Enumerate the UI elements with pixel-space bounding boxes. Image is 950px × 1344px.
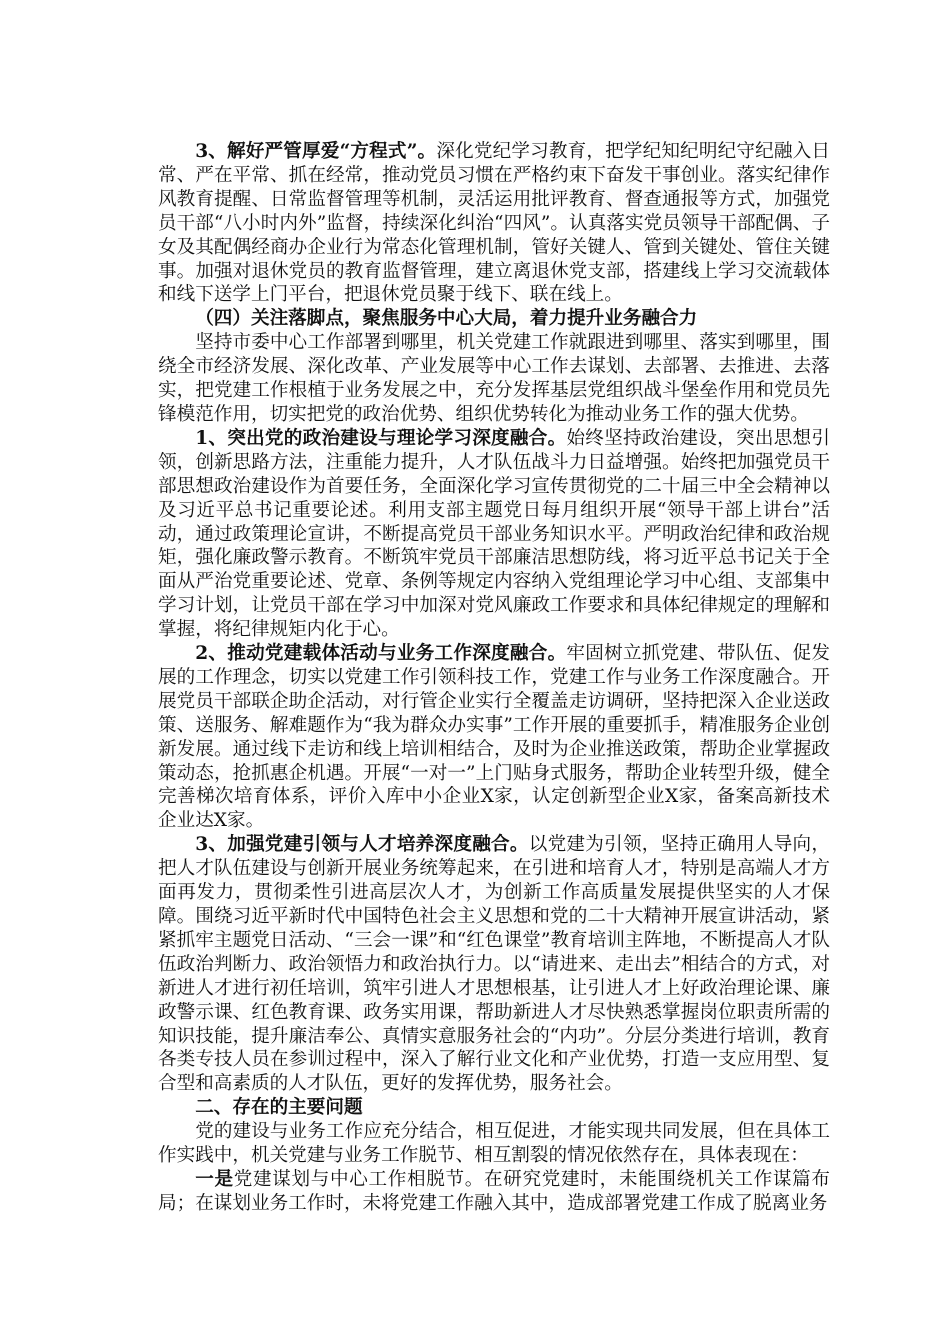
paragraph-lead: 3、解好严管厚爱“方程式”。 <box>195 141 437 162</box>
section-heading-four: （四）关注落脚点，聚焦服务中心大局，着力提升业务融合力 <box>195 308 698 330</box>
document-body <box>158 140 830 1216</box>
paragraph-text: 坚持市委中心工作部署到哪里，机关党建工作就跟进到哪里、落实到哪里，围绕全市经济发展、深化改革、产业发展等中心工作去谋划、去部署、去推进、去落实，把党建工作根植于业务发展之中，充分发挥基层党组织战斗堡垒作用和党员先锋模范作用，切实把党的政治优势、组织优势转化为推动业务工作的强大优势。 <box>158 332 830 425</box>
paragraph-text: 以党建为引领，坚持正确用人导向，把人才队伍建设与创新开展业务统筹起来，在引进和培育人才，特别是高端人才方面再发力，贯彻柔性引进高层次人才，为创新工作高质量发展提供坚实的人才保障。围绕习近平新时代中国特色社会主义思想和党的二十大精神开展宣讲活动，紧紧抓牢主题党日活动、“三会一课”和“红色课堂”教育培训主阵地，不断提高人才队伍政治判断力、政治领悟力和政治执行力。以“请进来、走出去”相结合的方式，对新进人才进行初任培训，筑牢引进人才思想根基，让引进人才上好政治理论课、廉政警示课、红色教育课、政务实用课，帮助新进人才尽快熟悉掌握岗位职责所需的知识技能，提升廉洁奉公、真情实意服务社会的“内功”。分层分类进行培训，教育各类专技人员在参训过程中，深入了解行业文化和产业优势，打造一支应用型、复合型和高素质的人才队伍，更好的发挥优势，服务社会。 <box>158 834 830 1095</box>
paragraph-talent-training <box>158 833 830 1096</box>
paragraph-text: 党的建设与业务工作应充分结合，相互促进，才能实现共同发展，但在具体工作实践中，机关党建与业务工作脱节、相互割裂的情况依然存在，具体表现在： <box>158 1121 830 1167</box>
paragraph-intro <box>158 331 830 427</box>
paragraph-lead: 一是 <box>195 1168 234 1190</box>
paragraph-carrier-activities <box>158 642 830 833</box>
paragraph-text: 始终坚持政治建设，突出思想引领，创新思路方法，注重能力提升，人才队伍战斗力日益增强。始终把加强党员干部思想政治建设作为首要任务，全面深化学习宣传贯彻党的二十届三中全会精神以及习近平总书记重要论述。利用支部主题党日每月组织开展“领导干部上讲台”活动，通过政策理论宣讲，不断提高党员干部业务知识水平。严明政治纪律和政治规矩，强化廉政警示教育。不断筑牢党员干部廉洁思想防线，将习近平总书记关于全面从严治党重要论述、党章、条例等规定内容纳入党组理论学习中心组、支部集中学习计划，让党员干部在学习中加深对党风廉政工作要求和具体纪律规定的理解和掌握，将纪律规矩内化于心。 <box>158 427 830 641</box>
paragraph-text: 党建谋划与中心工作相脱节。在研究党建时，未能围绕机关工作谋篇布局；在谋划业务工作时，未将党建工作融入其中，造成部署党建工作成了脱离业务 <box>158 1168 830 1214</box>
paragraph-political-building <box>158 427 830 642</box>
paragraph-lead: 1、突出党的政治建设与理论学习深度融合。 <box>195 427 567 449</box>
paragraph-text: 深化党纪学习教育，把学纪知纪明纪守纪融入日常、严在平常、抓在经常，推动党员习惯在严格约束下奋发干事创业。落实纪律作风教育提醒、日常监督管理等机制，灵活运用批评教育、督查通报等方式，加强党员干部“八小时内外”监督，持续深化纠治“四风”。认真落实党员领导干部配偶、子女及其配偶经商办企业行为常态化管理机制，管好关键人、管到关键处、管住关键事。加强对退休党员的教育监督管理，建立离退休党支部，搭建线上学习交流载体和线下送学上门平台，把退休党员聚于线下、联在线上。 <box>158 141 830 306</box>
paragraph-strict-management <box>158 140 830 307</box>
section-heading-problems: 二、存在的主要问题 <box>195 1097 363 1119</box>
paragraph-problem-one <box>158 1168 830 1216</box>
paragraph-lead: 3、加强党建引领与人才培养深度融合。 <box>195 834 529 856</box>
paragraph-problems-intro <box>158 1120 830 1168</box>
paragraph-lead: 2、推动党建载体活动与业务工作深度融合。 <box>195 643 567 665</box>
paragraph-text: 牢固树立抓党建、带队伍、促发展的工作理念，切实以党建工作引领科技工作，党建工作与业务工作深度融合。开展党员干部联企助企活动，对行管企业实行全覆盖走访调研，坚持把深入企业送政策、送服务、解难题作为“我为群众办实事”工作开展的重要抓手，精准服务企业创新发展。通过线下走访和线上培训相结合，及时为企业推送政策，帮助企业掌握政策动态，抢抓惠企机遇。开展“一对一”上门贴身式服务，帮助企业转型升级，健全完善梯次培育体系，评价入库中小企业X家，认定创新型企业X家，备案高新技术企业达X家。 <box>158 643 830 832</box>
